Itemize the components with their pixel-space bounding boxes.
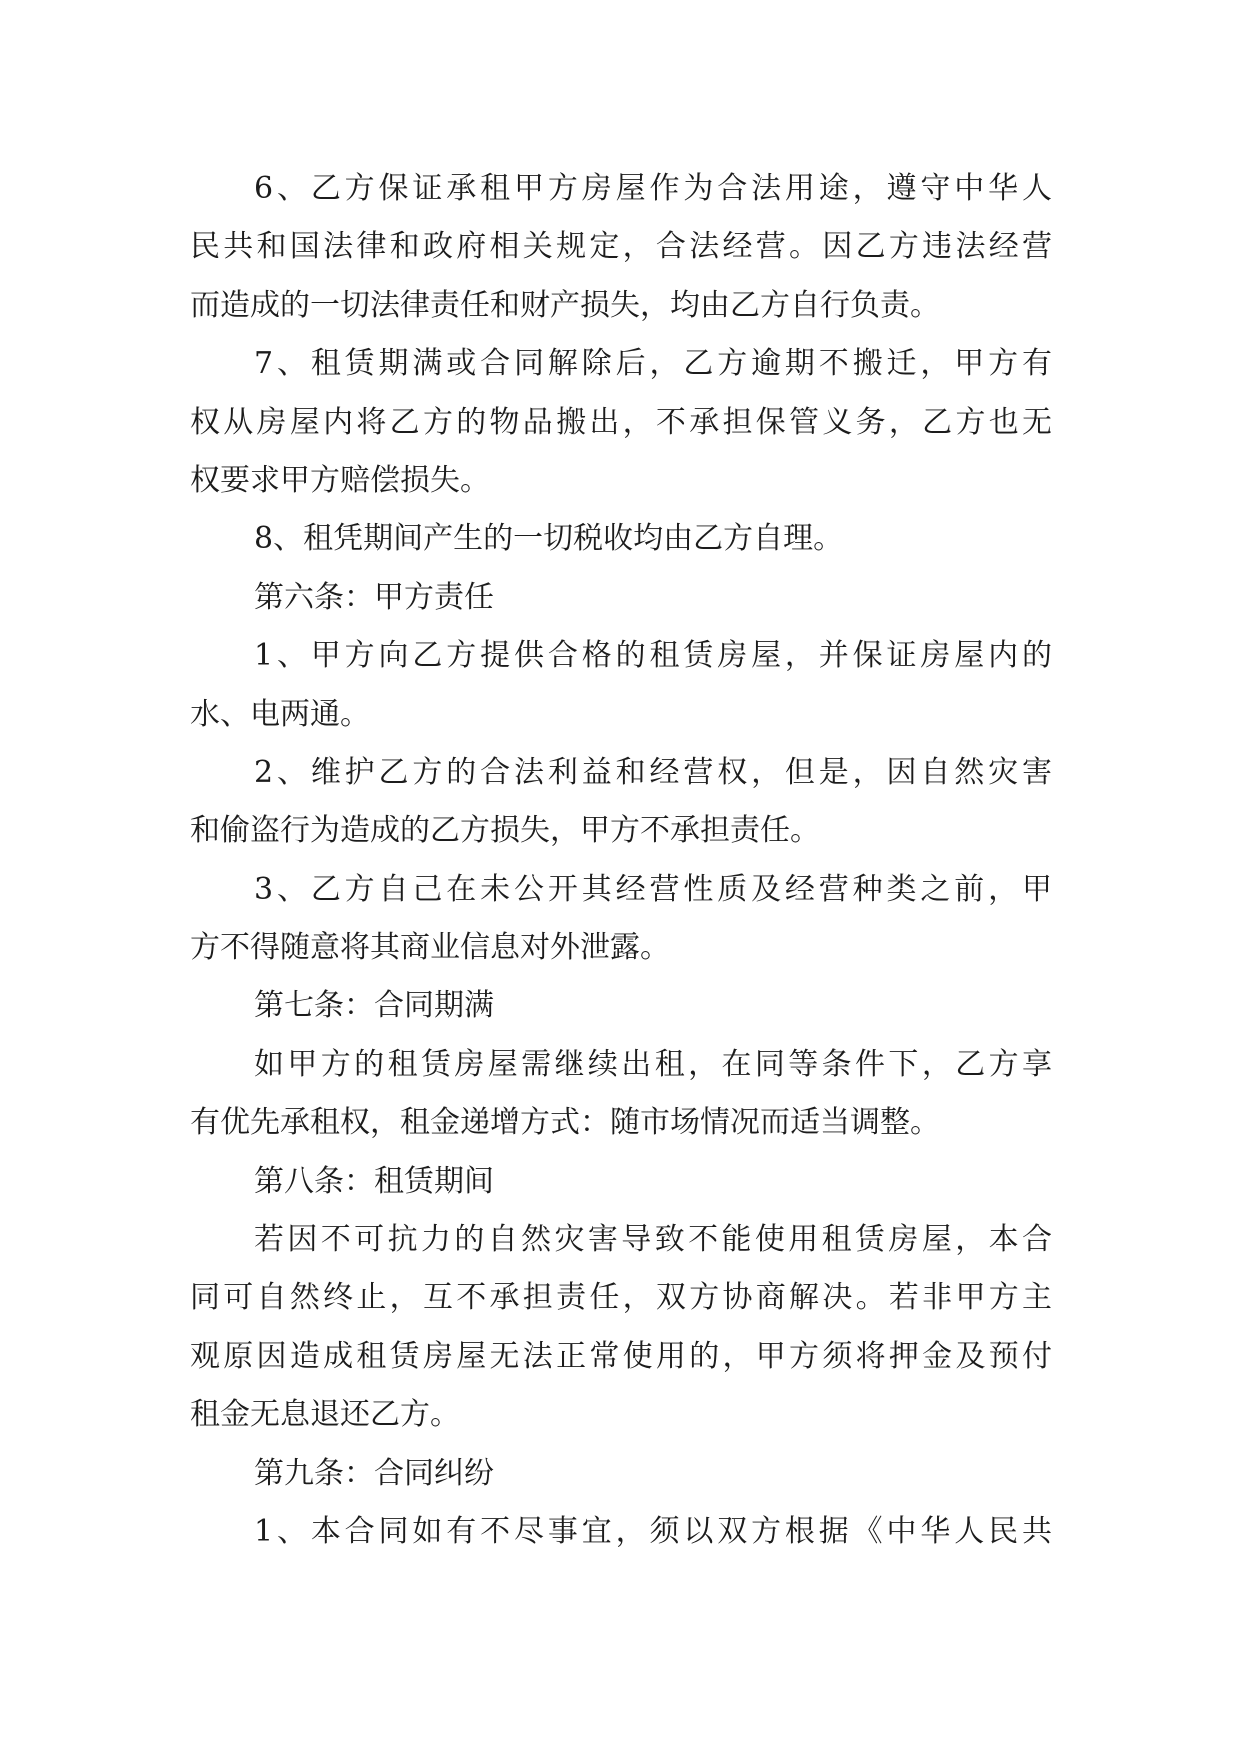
text-line: 8、租凭期间产生的一切税收均由乙方自理。	[254, 521, 844, 557]
text-line: 如甲方的租赁房屋需继续出租，在同等条件下，乙方享	[254, 1046, 1052, 1082]
text-line: 观原因造成租赁房屋无法正常使用的，甲方须将押金及预付	[190, 1338, 1052, 1374]
text-line: 6、乙方保证承租甲方房屋作为合法用途，遵守中华人	[254, 171, 1052, 206]
text-line: 租金无息退还乙方。	[190, 1397, 460, 1433]
text-line: 第七条：合同期满	[254, 988, 494, 1024]
text-line: 1、甲方向乙方提供合格的租赁房屋，并保证房屋内的	[254, 638, 1052, 674]
document-body	[190, 160, 1052, 1561]
text-line: 和偷盗行为造成的乙方损失，甲方不承担责任。	[190, 813, 820, 849]
text-line: 权从房屋内将乙方的物品搬出，不承担保管义务，乙方也无	[190, 404, 1052, 440]
text-line: 2、维护乙方的合法利益和经营权，但是，因自然灾害	[254, 754, 1052, 790]
text-line: 若因不可抗力的自然灾害导致不能使用租赁房屋，本合	[254, 1222, 1052, 1258]
text-line: 第八条：租赁期间	[254, 1163, 494, 1199]
text-line: 而造成的一切法律责任和财产损失，均由乙方自行负责。	[190, 287, 940, 323]
text-line: 水、电两通。	[190, 696, 370, 732]
text-line: 同可自然终止，互不承担责任，双方协商解决。若非甲方主	[190, 1280, 1052, 1316]
text-line: 3、乙方自己在未公开其经营性质及经营种类之前，甲	[254, 871, 1052, 907]
text-line: 1、本合同如有不尽事宜，须以双方根据《中华人民共	[254, 1513, 1052, 1549]
text-line: 民共和国法律和政府相关规定，合法经营。因乙方违法经营	[190, 229, 1052, 265]
text-line: 权要求甲方赔偿损失。	[190, 462, 490, 498]
text-line: 方不得随意将其商业信息对外泄露。	[190, 930, 670, 966]
text-line: 第九条：合同纠纷	[254, 1455, 494, 1491]
text-line: 第六条：甲方责任	[254, 579, 494, 615]
text-line: 7、租赁期满或合同解除后，乙方逾期不搬迁，甲方有	[254, 346, 1052, 382]
text-line: 有优先承租权，租金递增方式：随市场情况而适当调整。	[190, 1105, 940, 1141]
